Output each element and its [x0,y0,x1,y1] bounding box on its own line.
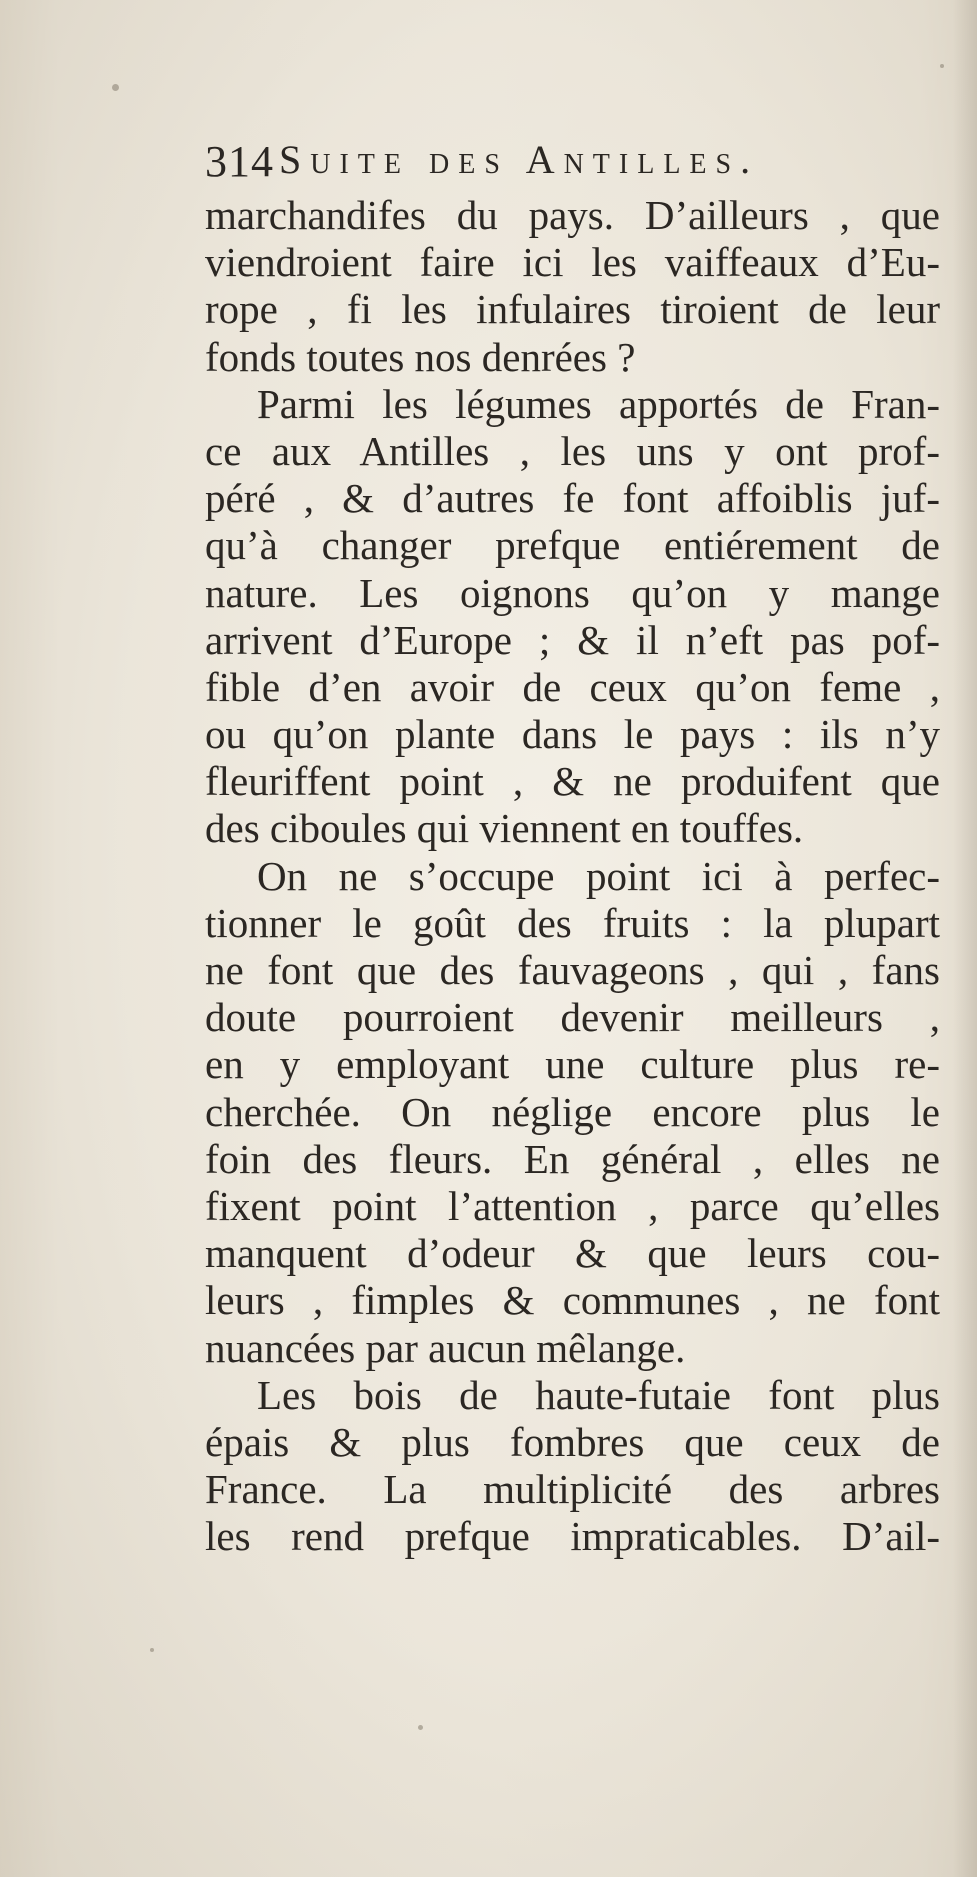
text-line: foin des fleurs. En général , elles ne [205,1135,940,1182]
body-text [205,192,940,1560]
text-line: ne font que des fauvageons , qui , fans [205,947,940,993]
text-line: ou qu’on plante dans le pays : ils n’y [205,711,940,758]
text-line: ce aux Antilles , les uns y ont prof- [205,427,940,474]
text-line: marchandifes du pays. D’ailleurs , que [205,192,940,238]
text-line: en y employant une culture plus re- [205,1041,940,1088]
text-line: cherchée. On néglige encore plus le [205,1088,940,1135]
paper-speck [150,1648,154,1652]
paper-speck [418,1725,423,1730]
page-edge-shadow [953,0,977,1877]
text-line: nuancées par aucun mêlange. [205,1324,686,1371]
text-line: arrivent d’Europe ; & il n’eft pas pof- [205,616,940,663]
page-number: 314 [205,137,274,186]
text-line: France. La multiplicité des arbres [205,1466,940,1513]
text-line: qu’à changer prefque entiérement de [205,522,940,569]
text-line: nature. Les oignons qu’on y mange [205,569,940,616]
running-title: Suite des Antilles. [279,137,760,182]
running-header [205,132,945,188]
paper-speck [940,64,944,68]
text-line: Les bois de haute-futaie font plus [257,1371,940,1418]
text-line: manquent d’odeur & que leurs cou- [205,1230,940,1277]
text-line: fixent point l’attention , parce qu’elles [205,1182,940,1229]
text-line: péré , & d’autres fe font affoiblis juf- [205,475,940,522]
text-line: fonds toutes nos denrées ? [205,333,636,380]
text-line: des ciboules qui viennent en touffes. [205,805,804,852]
text-line: leurs , fimples & communes , ne font [205,1277,940,1324]
text-line: Parmi les légumes apportés de Fran- [257,380,940,427]
text-line: tionner le goût des fruits : la plupart [205,899,940,946]
text-line: fleuriffent point , & ne produifent que [205,758,940,805]
text-line: les rend prefque impraticables. D’ail- [205,1513,940,1560]
text-line: viendroient faire ici les vaiffeaux d’Eu- [205,239,940,286]
text-line: rope , fi les infulaires tiroient de leur [205,286,940,333]
text-line: épais & plus fombres que ceux de [205,1418,940,1465]
paper-speck [112,84,119,91]
text-line: fible d’en avoir de ceux qu’on feme , [205,663,940,710]
text-line: On ne s’occupe point ici à perfec- [257,852,940,899]
text-line: doute pourroient devenir meilleurs , [205,994,940,1041]
